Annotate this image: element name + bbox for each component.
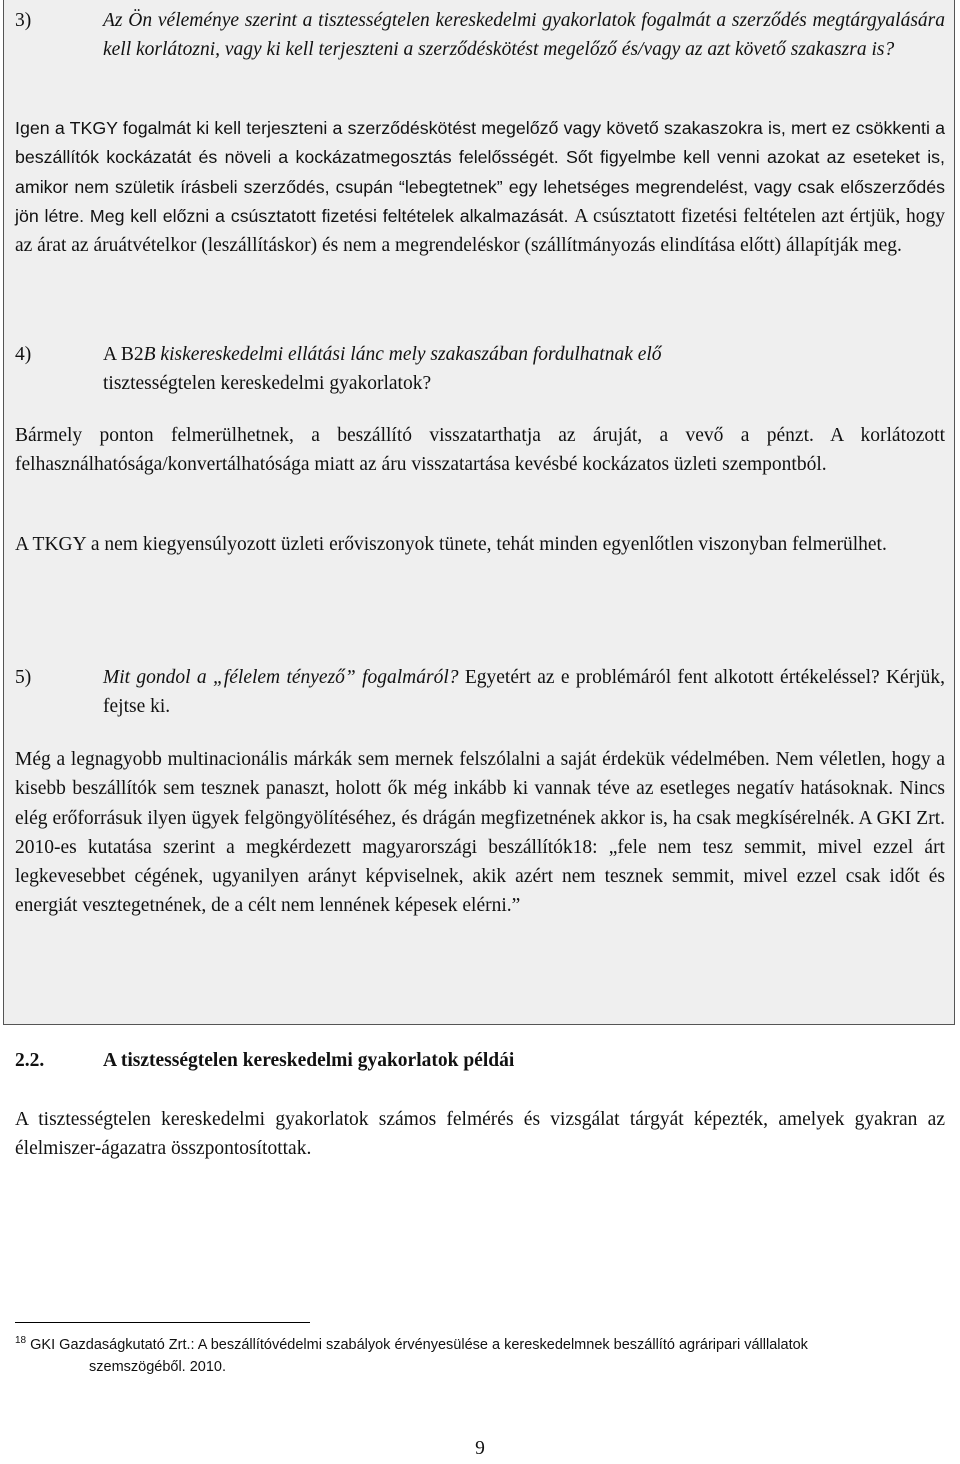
question-text-a: A B2 <box>103 344 144 365</box>
footnote <box>15 1330 945 1378</box>
page-number: 9 <box>475 1438 485 1459</box>
footnote-line-1: GKI Gazdaságkutató Zrt.: A beszállítóvédelmi szabályok érvényesülése a kereskedelmnek beszállító agráripari válllalatok <box>26 1337 808 1353</box>
question-number: 5) <box>15 667 32 688</box>
footnote-mark: 18 <box>15 1335 27 1346</box>
question-text-italic: Mit gondol a „félelem tényező” fogalmáról? <box>103 667 459 688</box>
question-number: 3) <box>15 10 32 31</box>
question-text-rest: Egyetért az e problémáról fent alkotott értékeléssel? Kérjük, fejtse ki. <box>103 667 945 718</box>
question-text-c: tisztességtelen kereskedelmi gyakorlatok? <box>103 373 432 395</box>
question-text-b: B kiskereskedelmi ellátási lánc mely szakaszában fordulhatnak elő <box>143 344 662 365</box>
answer-4-paragraph-2: A TKGY a nem kiegyensúlyozott üzleti erőviszonyok tünete, tehát minden egyenlőtlen viszonyban felmerülhet. <box>15 534 887 555</box>
answer-5-part-b: : „fele nem tesz semmit, mivel ezzel árt legkevesebbet cégének, ugyanilyen arányt képviselnek, akik azért nem tesznek semmit, mivel ezzel csak időt és energiát vesztegetnének, de a célt nem lennének képesek elérni.” <box>15 836 945 917</box>
question-5 <box>15 663 945 722</box>
section-heading <box>15 1050 514 1072</box>
section-number: 2.2. <box>15 1050 45 1071</box>
footnote-line-2: szemszögéből. 2010. <box>89 1359 227 1375</box>
answer-5 <box>15 745 945 921</box>
section-title: A tisztességtelen kereskedelmi gyakorlatok példái <box>103 1050 515 1071</box>
answer-3 <box>15 114 945 260</box>
answer-4-paragraph-1: Bármely ponton felmerülhetnek, a beszállító visszatarthatja az áruját, a vevő a pénzt. A korlátozott felhasználhatósága/konvertálhatósága miatt az áru visszatartása kevésbé kockázatos üzleti szempontból. <box>15 425 945 476</box>
question-4 <box>15 340 945 399</box>
question-text: Az Ön véleménye szerint a tisztességtelen kereskedelmi gyakorlatok fogalmát a szerződés megtárgyalására kell korlátozni, vagy ki kell terjeszteni a szerződéskötést megelőző és/vagy az azt követő szakaszra is? <box>103 10 945 61</box>
answer-3-part-b: A csúsztatott fizetési feltételen azt értjük, hogy az árat az áruátvételkor (leszállításkor) és nem a megrendeléskor (szállítmányozás elindítása előtt) állapítják meg. <box>15 205 945 257</box>
section-body: A tisztességtelen kereskedelmi gyakorlatok számos felmérés és vizsgálat tárgyát képezték, amelyek gyakran az élelmiszer-ágazatra összpontosítottak. <box>15 1109 945 1160</box>
footnote-reference[interactable]: 18 <box>572 836 593 858</box>
answer-3-part-a: Igen a TKGY fogalmát ki kell terjeszteni a szerződéskötést megelőző vagy követő szakaszokra is, mert ez csökkenti a beszállítók kockázatát és növeli a kockázatmegosztás felelősségét. Sőt figyelmbe kell venni azokat az eseteket is, amikor nem születik írásbeli szerződés, csupán “lebegtetnek” egy lehetséges megrendelést, vagy csak előszerződés jön létre. Meg kell előzni a csúsztatott fizetési feltételek alkalmazását. <box>15 118 945 226</box>
question-3 <box>15 6 945 65</box>
footnote-rule <box>15 1322 310 1323</box>
answer-5-part-a: Még a legnagyobb multinacionális márkák sem mernek felszólalni a saját érdekük védelmében. Nem véletlen, hogy a kisebb beszállítók sem tesznek panaszt, holott ők még inkább ki vannak téve az esetleges negatív hatásoknak. Nincs elég erőforrásuk ilyen ügyek felgöngyölítéséhez, és drágán megfizetnének akkor is, ha csak megkísérelnék. A GKI Zrt. 2010-es kutatása szerint a megkérdezett magyarországi beszállítók <box>15 749 945 858</box>
question-number: 4) <box>15 344 32 365</box>
